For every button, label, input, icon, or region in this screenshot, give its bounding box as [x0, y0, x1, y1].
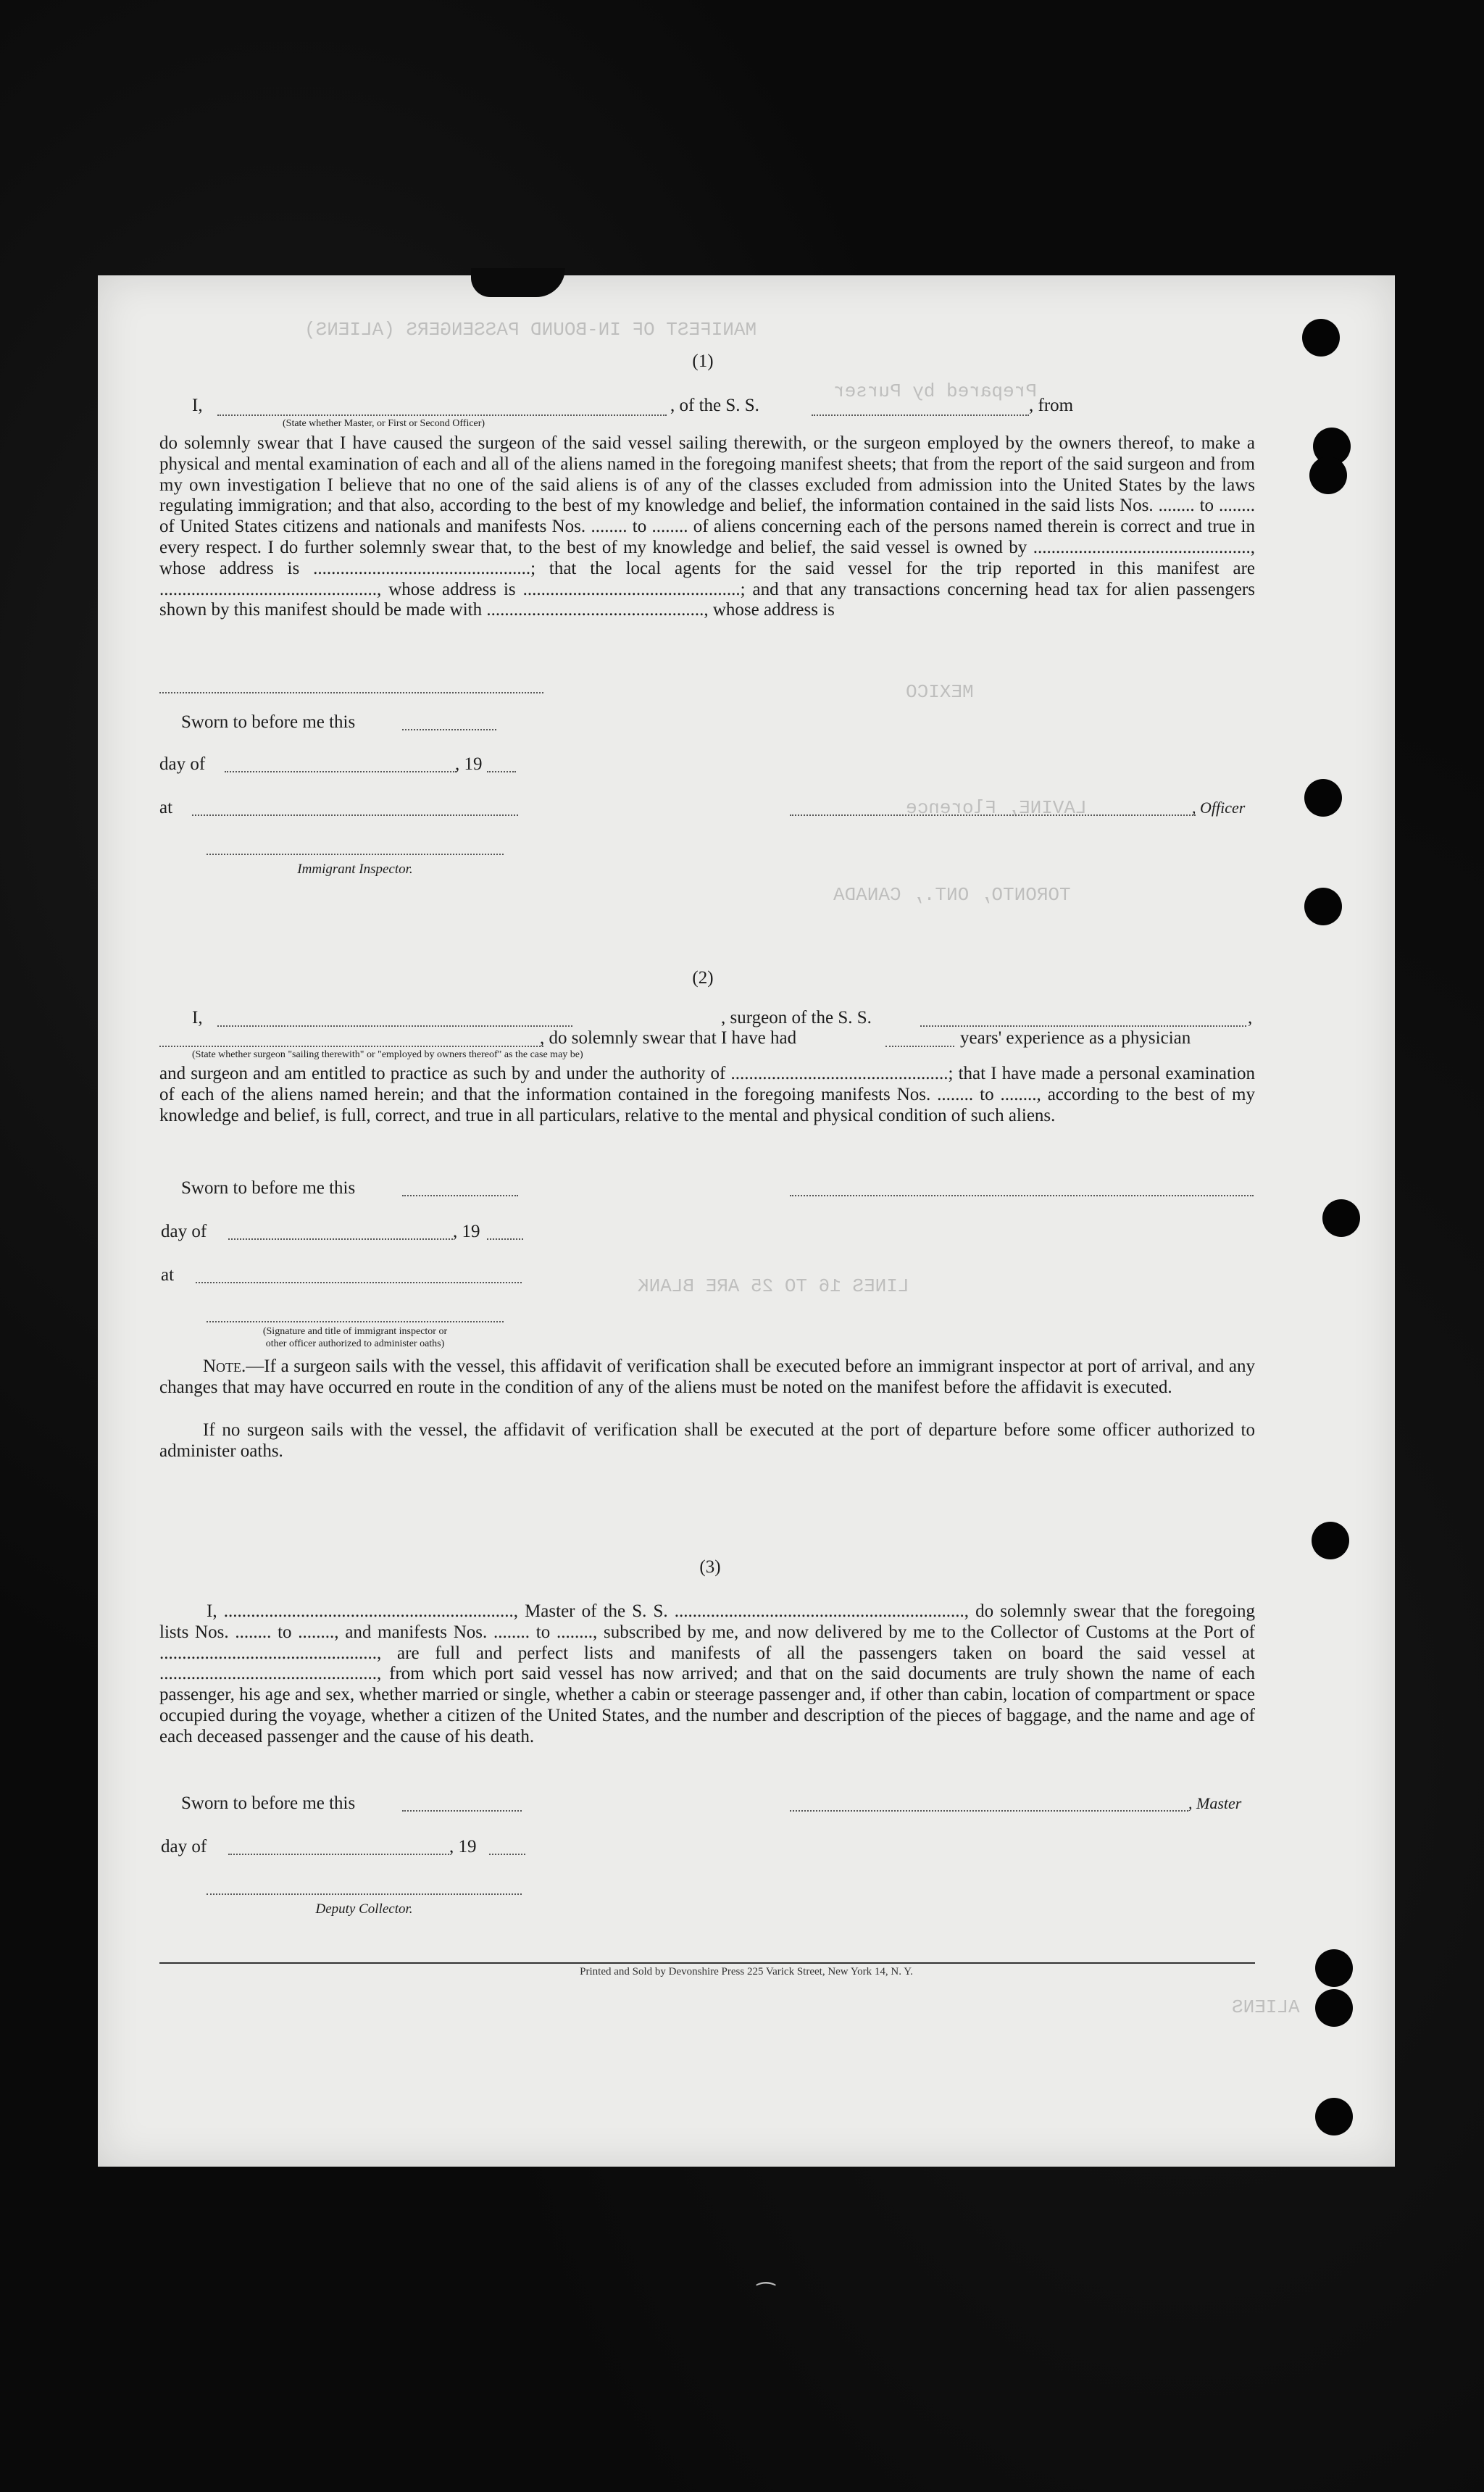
officer-signature-line: [790, 814, 1196, 817]
day-line: [225, 771, 457, 773]
section-2-number: (2): [692, 968, 714, 988]
year-line: [487, 771, 516, 773]
from-label: , from: [1029, 396, 1074, 415]
sworn-label: Sworn to before me this: [181, 712, 356, 732]
master-signature-line: [790, 1810, 1188, 1812]
sworn-line-3: [402, 1810, 522, 1812]
day-of-label: day of: [159, 754, 206, 774]
day-line-2: [228, 1238, 453, 1241]
surgeon-of-label: , surgeon of the S. S.: [721, 1008, 872, 1028]
sig-note-2: other officer authorized to administer oaths): [265, 1338, 445, 1349]
sworn-line-2: [402, 1195, 518, 1197]
section-1-i: I,: [192, 396, 203, 415]
day-of-label-2: day of: [161, 1222, 207, 1241]
at-line: [192, 814, 518, 817]
ship-line: [812, 414, 1029, 417]
punch-hole: [1304, 779, 1342, 817]
authority-signature-line: [207, 1321, 504, 1323]
swear-label: , do solemnly swear that I have had: [540, 1028, 797, 1048]
section-1-paragraph: do solemnly swear that I have caused the surgeon of the said vessel sailing therewith, or the surgeon employed by the owners thereof, to make a physical and mental examination of each and all of the aliens named in the foregoing manifest sheets; that from the report of the said surgeon and from my own investigation I believe that no one of the said aliens is of any of the classes excluded from admission into the United States by the laws regulating immigration; and that also, according to the best of my knowledge and belief, the information contained in the said lists Nos. ........ to ........ of United States citizens and nationals and manifests Nos. ........ to ........ of aliens concerning each of the persons named therein is correct and true in every respect. I do further solemnly swear that, to the best of my knowledge and belief, the said vessel is owned by ................................................, whose address is ................................................; that the local agents for the said vessel for the trip reported in this manifest are ................................................, whose address is ................................................; and that any transactions concerning head tax for alien passengers shown by this manifest should be made with ................................................, whose address is: [159, 433, 1255, 620]
bleed-through: MEXICO: [906, 681, 974, 703]
section-3-paragraph: I, ................................................................, Master of the S. S. ................................................................, do solemnly swear that the foregoing lists Nos. ........ to ........, and manifests Nos. ........ to ........, subscribed by me, and now delivered by me to the Collector of Customs at the Port of ................................................, are full and perfect lists and manifests of all the passengers taken on board the said vessel at ................................................, from which port said vessel has now arrived; and that on the said documents are truly shown the name of each passenger, his age and sex, whether married or single, whether a cabin or steerage passenger and, if other than cabin, location of compartment or space occupied during the voyage, whether a citizen of the United States, and the number and description of the pieces of baggage, and the name and age of each deceased passenger and the cause of his death.: [159, 1601, 1255, 1746]
sig-note-1: (Signature and title of immigrant inspector or: [262, 1326, 448, 1337]
of-ss-label: , of the S. S.: [670, 396, 759, 415]
inspector-line: [207, 854, 504, 856]
torn-corner: [471, 268, 565, 297]
sworn-label-2: Sworn to before me this: [181, 1178, 356, 1198]
at-label-2: at: [161, 1265, 175, 1285]
at-line-2: [196, 1282, 522, 1284]
note-label: Note.: [203, 1357, 246, 1376]
section-1-number: (1): [692, 351, 714, 371]
footer-rule: [159, 1962, 1255, 1964]
punch-hole: [1309, 457, 1347, 494]
section-2-paragraph: and surgeon and am entitled to practice as such by and under the authority of ................................................; that I have made a personal examination of each of the aliens named herein; and that the information contained in the foregoing manifests Nos. ........ to ........, according to the best of my knowledge and belief, is full, correct, and true in all particulars, relative to the mental and physical condition of such aliens.: [159, 1064, 1255, 1125]
note-paragraph: [159, 1357, 1255, 1399]
inspector-label: Immigrant Inspector.: [297, 862, 413, 877]
bleed-through: LAVINE, Florence: [906, 797, 1087, 819]
year-line-2: [487, 1238, 523, 1241]
punch-hole: [1315, 2098, 1353, 2135]
printer-footer: Printed and Sold by Devonshire Press 225 Varick Street, New York 14, N. Y.: [580, 1966, 913, 1978]
bleed-through: LINES 16 TO 25 ARE BLANK: [638, 1275, 909, 1297]
section-2-i: I,: [192, 1008, 203, 1028]
deputy-signature-line: [207, 1893, 522, 1896]
surgeon-status-line: [159, 1046, 543, 1048]
year-label: , 19: [455, 754, 483, 774]
comma: ,: [1248, 1008, 1253, 1028]
bleed-through: Prepared by Purser: [833, 380, 1037, 402]
film-mark: ⁀: [757, 2283, 775, 2307]
years-line: [885, 1046, 954, 1048]
surgeon-signature-line: [790, 1195, 1254, 1197]
year-label-3: , 19: [449, 1837, 477, 1857]
deputy-label: Deputy Collector.: [315, 1901, 413, 1917]
punch-hole: [1302, 319, 1340, 357]
surgeon-note: (State whether surgeon "sailing therewith" or "employed by owners thereof" as the case may be): [192, 1049, 583, 1060]
name-line: [217, 414, 667, 417]
officer-note: (State whether Master, or First or Second Officer): [283, 418, 485, 429]
bleed-through: MANIFEST OF IN-BOUND PASSENGERS (ALIENS): [304, 319, 757, 341]
section-3-number: (3): [699, 1557, 721, 1577]
year-label-2: , 19: [453, 1222, 480, 1241]
years-label: years' experience as a physician: [960, 1028, 1191, 1048]
day-line-3: [228, 1854, 449, 1856]
at-label: at: [159, 798, 173, 817]
note-text: —If a surgeon sails with the vessel, this affidavit of verification shall be executed before an immigrant inspector at port of arrival, and any changes that may have occurred en route in the condition of any of the aliens must be noted on the manifest before the affidavit is executed.: [159, 1357, 1255, 1397]
punch-hole: [1312, 1522, 1349, 1559]
sworn-label-3: Sworn to before me this: [181, 1793, 356, 1813]
address-line: [159, 692, 543, 694]
sworn-line: [402, 729, 496, 731]
bleed-through: ALIENS: [1232, 1996, 1300, 2018]
punch-hole: [1322, 1199, 1360, 1237]
master-label: , Master: [1188, 1794, 1242, 1812]
surgeon-name-line: [217, 1025, 572, 1028]
punch-hole: [1304, 888, 1342, 925]
bleed-through: TORONTO, ONT., CANADA: [833, 884, 1071, 906]
punch-hole: [1315, 1989, 1353, 2027]
year-line-3: [489, 1854, 525, 1856]
officer-label: , Officer: [1192, 799, 1246, 817]
note-2-paragraph: If no surgeon sails with the vessel, the affidavit of verification shall be executed at the port of departure before some officer authorized to administer oaths.: [159, 1420, 1255, 1461]
day-of-label-3: day of: [161, 1837, 207, 1857]
